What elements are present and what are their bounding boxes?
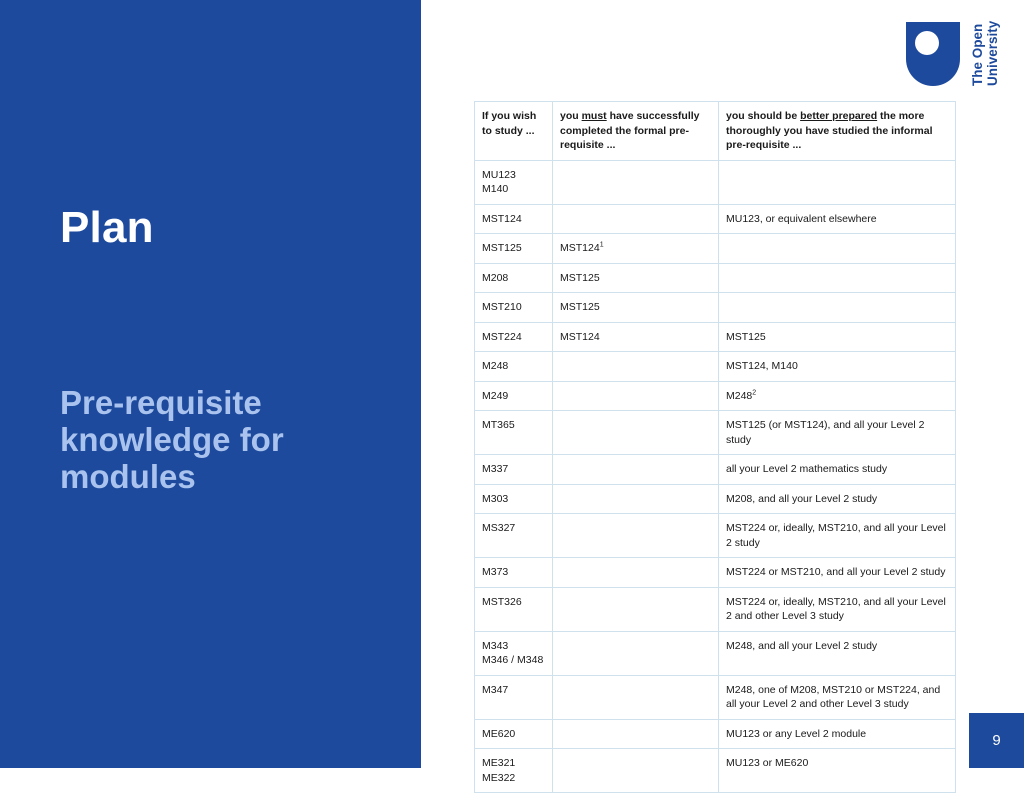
informal-prerequisite: MST125 (726, 330, 766, 343)
informal-prerequisite: MU123 or ME620 (726, 757, 809, 769)
table-row (475, 675, 956, 719)
cell-module (475, 484, 553, 514)
table-row (475, 352, 956, 382)
footnote-marker: 2 (752, 389, 757, 396)
formal-prerequisite: MST124 (560, 330, 600, 343)
cell-formal-prerequisite (553, 514, 719, 558)
cell-formal-prerequisite (553, 749, 719, 793)
table-row (475, 719, 956, 749)
table-row (475, 455, 956, 485)
cell-informal-prerequisite (719, 719, 956, 749)
cell-module (475, 204, 553, 234)
cell-formal-prerequisite (553, 455, 719, 485)
open-university-logo (906, 22, 1002, 88)
table-row (475, 484, 956, 514)
module-code: M208 (482, 271, 509, 284)
table-row (475, 381, 956, 411)
informal-prerequisite: M248, one of M208, MST210 or MST224, and all your Level 2 and other Level 3 study (726, 683, 941, 710)
cell-formal-prerequisite (553, 675, 719, 719)
table-row (475, 411, 956, 455)
cell-informal-prerequisite (719, 293, 956, 323)
header-formal-em: must (581, 110, 607, 122)
cell-module (475, 749, 553, 793)
cell-informal-prerequisite (719, 322, 956, 352)
cell-informal-prerequisite (719, 749, 956, 793)
module-code: ME321 (482, 757, 516, 769)
table-row (475, 322, 956, 352)
module-code: MST210 (482, 301, 522, 313)
cell-formal-prerequisite (553, 587, 719, 631)
cell-module (475, 514, 553, 558)
header-informal-pre: you should be (726, 110, 801, 122)
logo-dot (915, 31, 939, 55)
cell-module (475, 558, 553, 588)
informal-prerequisite: M248 (726, 389, 753, 402)
cell-formal-prerequisite (553, 293, 719, 323)
cell-module (475, 411, 553, 455)
cell-formal-prerequisite (553, 484, 719, 514)
header-formal-post: have successfully completed the formal pre-requisite ... (560, 110, 700, 151)
cell-module (475, 160, 553, 204)
table-row (475, 587, 956, 631)
cell-informal-prerequisite (719, 263, 956, 293)
table-row (475, 160, 956, 204)
informal-prerequisite: all your Level 2 mathematics study (726, 463, 888, 475)
informal-prerequisite: MST224 or, ideally, MST210, and all your Level 2 study (726, 522, 946, 549)
slide-subtitle: Pre-requisite knowledge for modules (60, 384, 284, 495)
cell-module (475, 719, 553, 749)
cell-informal-prerequisite (719, 631, 956, 675)
cell-formal-prerequisite (553, 234, 719, 264)
formal-prerequisite: MST125 (560, 271, 600, 284)
cell-informal-prerequisite (719, 587, 956, 631)
page-number-box (969, 713, 1024, 768)
table-row (475, 293, 956, 323)
informal-prerequisite: MU123 or any Level 2 module (726, 727, 867, 740)
cell-informal-prerequisite (719, 675, 956, 719)
cell-formal-prerequisite (553, 263, 719, 293)
module-code: M373 (482, 566, 509, 578)
module-code: MS327 (482, 522, 516, 534)
cell-formal-prerequisite (553, 352, 719, 382)
informal-prerequisite: M208, and all your Level 2 study (726, 492, 878, 505)
table-row (475, 263, 956, 293)
table-row (475, 558, 956, 588)
slide-title: Plan (60, 203, 154, 252)
cell-formal-prerequisite (553, 204, 719, 234)
cell-informal-prerequisite (719, 484, 956, 514)
cell-informal-prerequisite (719, 381, 956, 411)
header-module: If you wish to study ... (475, 102, 553, 161)
module-code: MST326 (482, 595, 522, 608)
header-informal (719, 102, 956, 161)
cell-formal-prerequisite (553, 322, 719, 352)
cell-formal-prerequisite (553, 631, 719, 675)
module-code: M248 (482, 360, 509, 372)
module-code: MST124 (482, 212, 522, 225)
cell-module (475, 293, 553, 323)
prerequisite-table (474, 101, 956, 793)
footnote-marker: 1 (599, 241, 604, 249)
module-code-secondary: ME322 (482, 771, 516, 784)
table-body (475, 160, 956, 793)
module-code: M337 (482, 463, 509, 475)
logo-line-2: University (985, 20, 1000, 86)
module-code: ME620 (482, 727, 516, 740)
page-number: 9 (992, 732, 1001, 749)
module-code: M303 (482, 492, 509, 505)
table-row (475, 234, 956, 264)
cell-informal-prerequisite (719, 455, 956, 485)
module-code: MST224 (482, 330, 522, 343)
table-row (475, 631, 956, 675)
header-formal (553, 102, 719, 161)
module-code: MU123 (482, 168, 516, 181)
logo-shield-icon (906, 22, 960, 86)
cell-module (475, 234, 553, 264)
module-code: M347 (482, 683, 509, 696)
header-informal-em: better prepared (800, 110, 878, 122)
module-code-secondary: M346 / M348 (482, 654, 544, 666)
cell-module (475, 352, 553, 382)
informal-prerequisite: MST224 or MST210, and all your Level 2 study (726, 566, 946, 578)
cell-module (475, 455, 553, 485)
header-informal-post: the more thoroughly you have studied the informal pre-requisite ... (726, 110, 933, 151)
informal-prerequisite: MU123, or equivalent elsewhere (726, 212, 877, 225)
informal-prerequisite: M248, and all your Level 2 study (726, 639, 878, 652)
cell-formal-prerequisite (553, 719, 719, 749)
cell-module (475, 322, 553, 352)
formal-prerequisite: MST125 (560, 301, 600, 313)
cell-informal-prerequisite (719, 204, 956, 234)
header-formal-pre: you (560, 110, 582, 122)
informal-prerequisite: MST124, M140 (726, 360, 798, 372)
cell-formal-prerequisite (553, 381, 719, 411)
informal-prerequisite: MST125 (or MST124), and all your Level 2 study (726, 419, 925, 446)
prerequisite-table-container (474, 101, 955, 784)
cell-module (475, 631, 553, 675)
logo-line-1: The Open (970, 23, 985, 86)
cell-formal-prerequisite (553, 160, 719, 204)
left-panel (0, 0, 421, 768)
cell-formal-prerequisite (553, 411, 719, 455)
cell-module (475, 381, 553, 411)
module-code: MST125 (482, 242, 522, 254)
module-code: M343 (482, 639, 509, 652)
cell-informal-prerequisite (719, 411, 956, 455)
formal-prerequisite: MST124 (560, 242, 600, 254)
table-row (475, 749, 956, 793)
module-code-secondary: M140 (482, 183, 509, 195)
cell-module (475, 587, 553, 631)
cell-formal-prerequisite (553, 558, 719, 588)
module-code: M249 (482, 389, 509, 402)
table-row (475, 204, 956, 234)
cell-informal-prerequisite (719, 514, 956, 558)
cell-informal-prerequisite (719, 160, 956, 204)
cell-module (475, 263, 553, 293)
cell-module (475, 675, 553, 719)
logo-wordmark (966, 22, 1000, 88)
informal-prerequisite: MST224 or, ideally, MST210, and all your Level 2 and other Level 3 study (726, 595, 946, 622)
table-header-row (475, 102, 956, 161)
module-code: MT365 (482, 419, 515, 431)
cell-informal-prerequisite (719, 352, 956, 382)
cell-informal-prerequisite (719, 558, 956, 588)
table-row (475, 514, 956, 558)
cell-informal-prerequisite (719, 234, 956, 264)
